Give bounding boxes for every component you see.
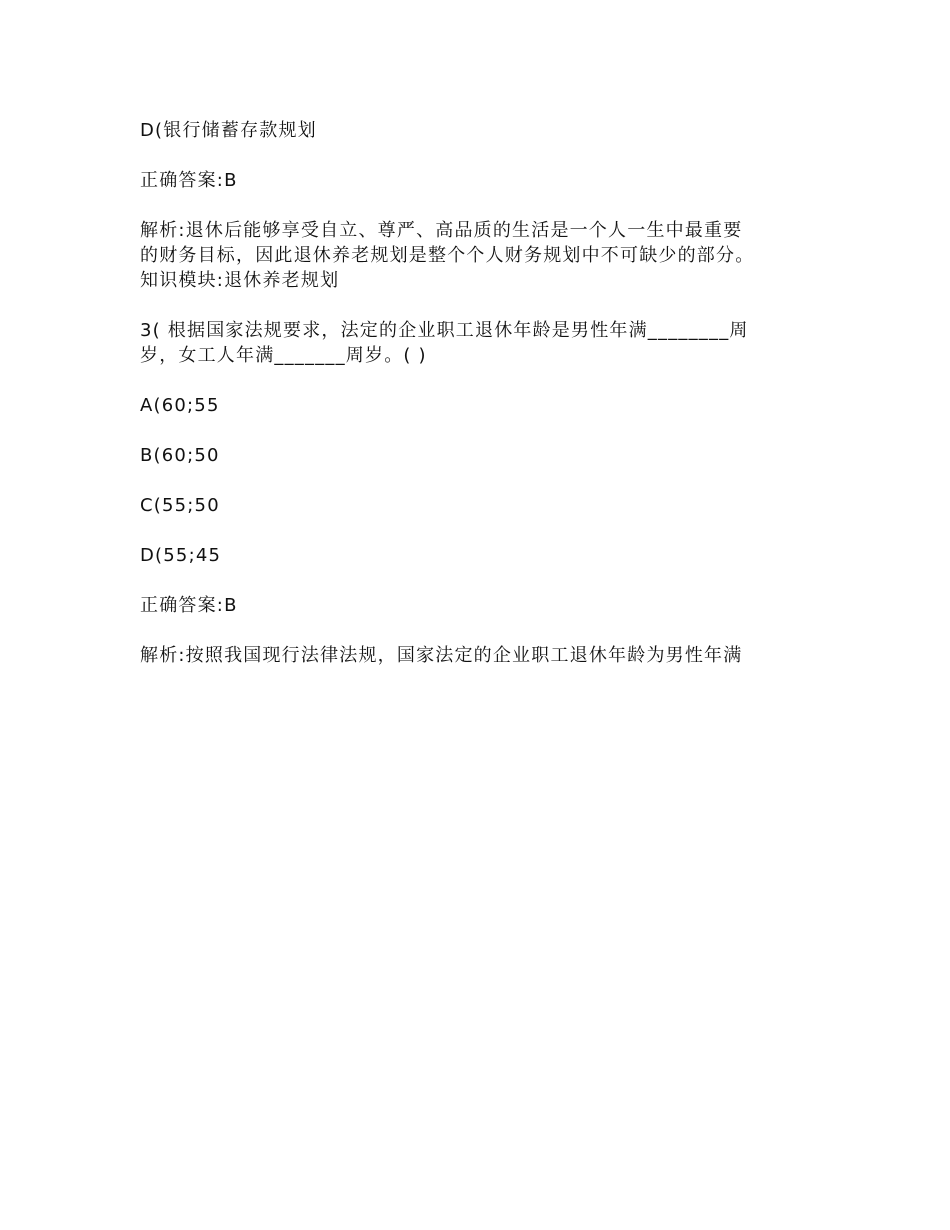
option-text: D(银行储蓄存款规划 [140, 120, 317, 141]
q3-option-a [140, 393, 810, 418]
q3-option-b [140, 443, 810, 468]
q3-question [140, 318, 810, 368]
q2-answer [140, 168, 810, 193]
knowledge-module-line: 知识模块:退休养老规划 [140, 270, 340, 291]
explanation-line: 解析:退休后能够享受自立、尊严、高品质的生活是一个人一生中最重要 [140, 220, 743, 241]
q3-option-d [140, 543, 810, 568]
option-text: B(60;50 [140, 445, 220, 466]
q2-explanation [140, 218, 810, 293]
q3-answer [140, 593, 810, 618]
explanation-line: 的财务目标，因此退休养老规划是整个个人财务规划中不可缺少的部分。 [140, 245, 755, 266]
option-text: C(55;50 [140, 495, 220, 516]
explanation-line: 解析:按照我国现行法律法规，国家法定的企业职工退休年龄为男性年满 [140, 645, 743, 666]
option-text: A(60;55 [140, 395, 220, 416]
q2-option-d [140, 118, 810, 143]
answer-text: 正确答案:B [140, 170, 238, 191]
q3-explanation [140, 643, 810, 668]
q3-option-c [140, 493, 810, 518]
question-line: 岁，女工人年满_______周岁。( ) [140, 345, 427, 366]
option-text: D(55;45 [140, 545, 222, 566]
question-line: 3( 根据国家法规要求，法定的企业职工退休年龄是男性年满________周 [140, 320, 749, 341]
document-body [140, 118, 810, 693]
answer-text: 正确答案:B [140, 595, 238, 616]
